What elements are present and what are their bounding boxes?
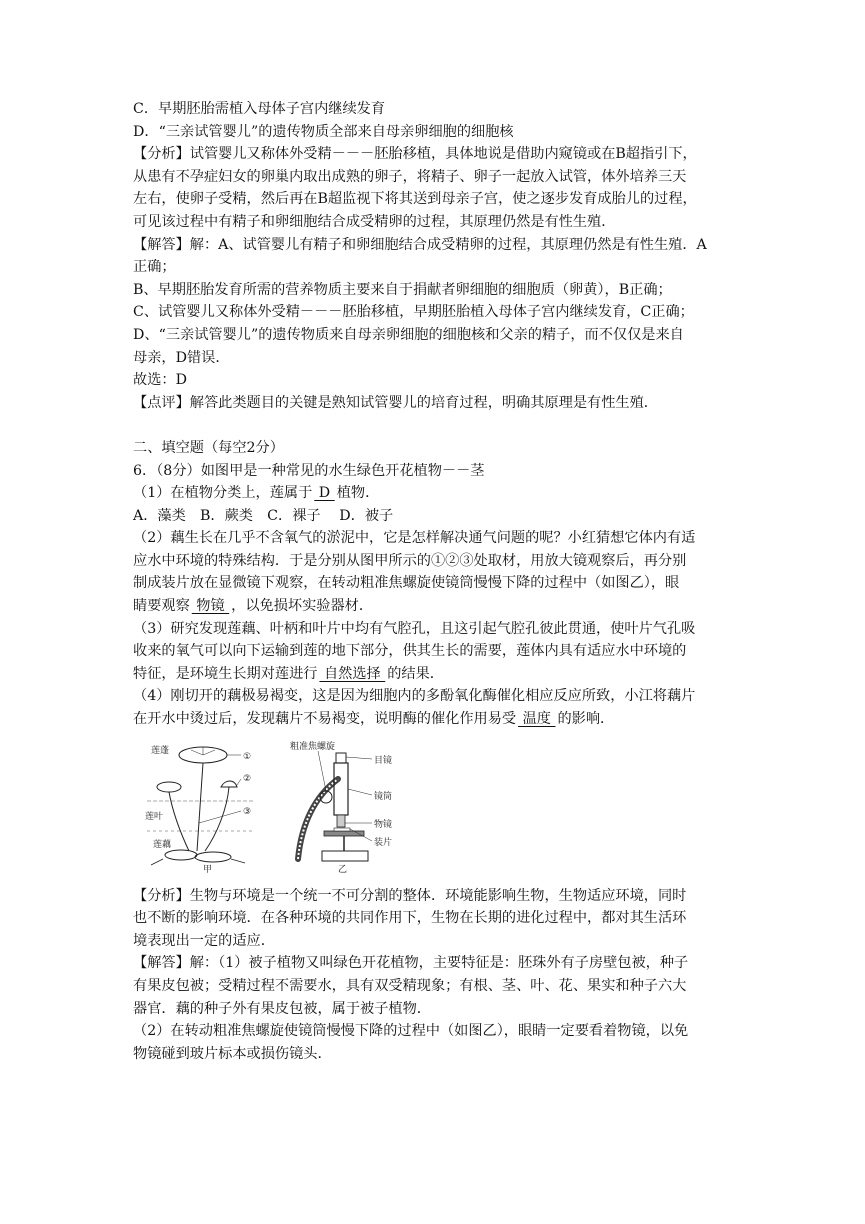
q6-part3-text: 特征，是环境生长期对莲进行 <box>133 665 318 682</box>
q6-part2-line <box>133 595 733 618</box>
text-line: B、早期胚胎发育所需的营养物质主要来自于捐献者卵细胞的细胞质（卵黄），B正确； <box>133 281 672 298</box>
label-objective: 物镜 <box>374 819 393 830</box>
text-line: 正确； <box>133 259 176 276</box>
q6-part1 <box>133 482 733 505</box>
answer-blank: D <box>314 485 335 502</box>
q6-part4-line <box>133 708 733 731</box>
q6-part3-line: （3）研究发现莲藕、叶柄和叶片中均有气腔孔，且这引起气腔孔彼此贯通，使叶片气孔吸 <box>133 620 696 637</box>
label-1: ① <box>243 751 252 762</box>
q6-part4-text-end: 的影响． <box>557 711 615 728</box>
q6-part1-options: A．藻类 B．蕨类 C．裸子 D．被子 <box>133 507 394 524</box>
analysis-line: 境表现出一定的适应． <box>133 932 275 949</box>
label-3: ③ <box>243 806 252 817</box>
text-line: 【点评】解答此类题目的关键是熟知试管婴儿的培育过程，明确其原理是有性生殖． <box>133 394 658 411</box>
section-heading: 二、填空题（每空2分） <box>133 439 284 456</box>
q6-part3-line: 收来的氧气可以向下运输到莲的地下部分，供其生长的需要，莲体内具有适应水中环境的 <box>133 643 687 660</box>
text-line: D、“三亲试管婴儿”的遗传物质来自母亲卵细胞的细胞核和父亲的精子，而不仅仅是来自 <box>133 326 684 343</box>
analysis-line: 器官．藕的种子外有果皮包被，属于被子植物． <box>133 1000 431 1017</box>
q6-part2-line: （2）藕生长在几乎不含氧气的淤泥中，它是怎样解决通气问题的呢？小红猜想它体内有适 <box>133 530 696 547</box>
figure-microscope <box>288 739 403 874</box>
analysis-line: 也不断的影响环境．在各种环境的共同作用下，生物在长期的进化过程中，都对其生活环 <box>133 910 687 927</box>
analysis-line: （2）在转动粗准焦螺旋使镜筒慢慢下降的过程中（如图乙），眼睛一定要看着物镜，以免 <box>133 1023 689 1040</box>
text-line: 左右，使卵子受精，然后再在B超监视下将其送到母亲子宫，使之逐步发育成胎儿的过程， <box>133 191 697 208</box>
label-lianye: 莲叶 <box>145 811 164 822</box>
question-6: 6．（8分）如图甲是一种常见的水生绿色开花植物－－茎 <box>133 462 485 479</box>
label-yi: 乙 <box>338 864 348 874</box>
text-line: C．早期胚胎需植入母体子宫内继续发育 <box>133 101 386 117</box>
q6-part4-text: 在开水中烫过后，发现藕片不易褐变，说明酶的催化作用易受 <box>133 711 517 728</box>
text-line: 可见该过程中有精子和卵细胞结合成受精卵的过程，其原理仍然是有性生殖． <box>133 213 616 230</box>
text-line: D．“三亲试管婴儿”的遗传物质全部来自母亲卵细胞的细胞核 <box>133 123 514 140</box>
answer-blank: 自然选择 <box>319 665 386 682</box>
text-line: 从患有不孕症妇女的卵巢内取出成熟的卵子，将精子、卵子一起放入试管，体外培养三天 <box>133 168 687 185</box>
q6-part2-line: 应水中环境的特殊结构．于是分别从图甲所示的①②③处取材，用放大镜观察后，再分别 <box>133 552 687 569</box>
answer-blank: 温度 <box>518 711 556 728</box>
q6-part2-text-end: ，以免损坏实验器材． <box>231 598 374 615</box>
q6-part2-text: 睛要观察 <box>133 598 190 615</box>
figure-lotus <box>143 739 258 874</box>
label-lianpeng: 莲蓬 <box>151 745 170 756</box>
q6-part4-line: （4）刚切开的藕极易褐变，这是因为细胞内的多酚氧化酶催化相应反应所致，小江将藕片 <box>133 688 696 705</box>
text-line: 【分析】试管婴儿又称体外受精－－－胚胎移植，具体地说是借助内窥镜或在B超指引下， <box>133 146 697 163</box>
answer-blank: 物镜 <box>191 598 230 615</box>
analysis-line: 【解答】解：（1）被子植物又叫绿色开花植物，主要特征是：胚珠外有子房壁包被，种子 <box>133 955 689 972</box>
text-line: C、试管婴儿又称体外受精－－－胚胎移植，早期胚胎植入母体子宫内继续发育，C正确； <box>133 304 694 321</box>
analysis-line: 物镜碰到玻片标本或损伤镜头． <box>133 1045 332 1062</box>
figures-row <box>133 739 733 879</box>
label-2: ② <box>243 773 252 784</box>
text-line: 母亲，D错误． <box>133 349 230 366</box>
label-coarse-knob: 粗准焦螺旋 <box>290 741 336 752</box>
analysis-line: 有果皮包被；受精过程不需要水，具有双受精现象；有根、茎、叶、花、果实和种子六大 <box>133 978 687 994</box>
label-eyepiece: 目镜 <box>374 755 393 766</box>
analysis-line: 【分析】生物与环境是一个统一不可分割的整体．环境能影响生物，生物适应环境，同时 <box>133 887 687 904</box>
text-line: 故选：D <box>133 372 187 389</box>
q6-part1-text-end: 植物． <box>336 485 380 502</box>
q6-part3-line <box>133 663 733 686</box>
document-body <box>133 98 733 1065</box>
label-lianou: 莲藕 <box>153 839 172 850</box>
label-jia: 甲 <box>203 864 213 874</box>
q6-part2-line: 制成装片放在显微镜下观察，在转动粗准焦螺旋使镜筒慢慢下降的过程中（如图乙），眼 <box>133 575 680 592</box>
q6-part3-text-end: 的结果． <box>387 665 444 682</box>
text-line: 【解答】解：A、试管婴儿有精子和卵细胞结合成受精卵的过程，其原理仍然是有性生殖．A <box>133 236 707 253</box>
label-slide: 装片 <box>374 837 393 848</box>
q6-part1-text: （1）在植物分类上，莲属于 <box>133 485 313 502</box>
label-tube: 镜筒 <box>374 791 393 802</box>
